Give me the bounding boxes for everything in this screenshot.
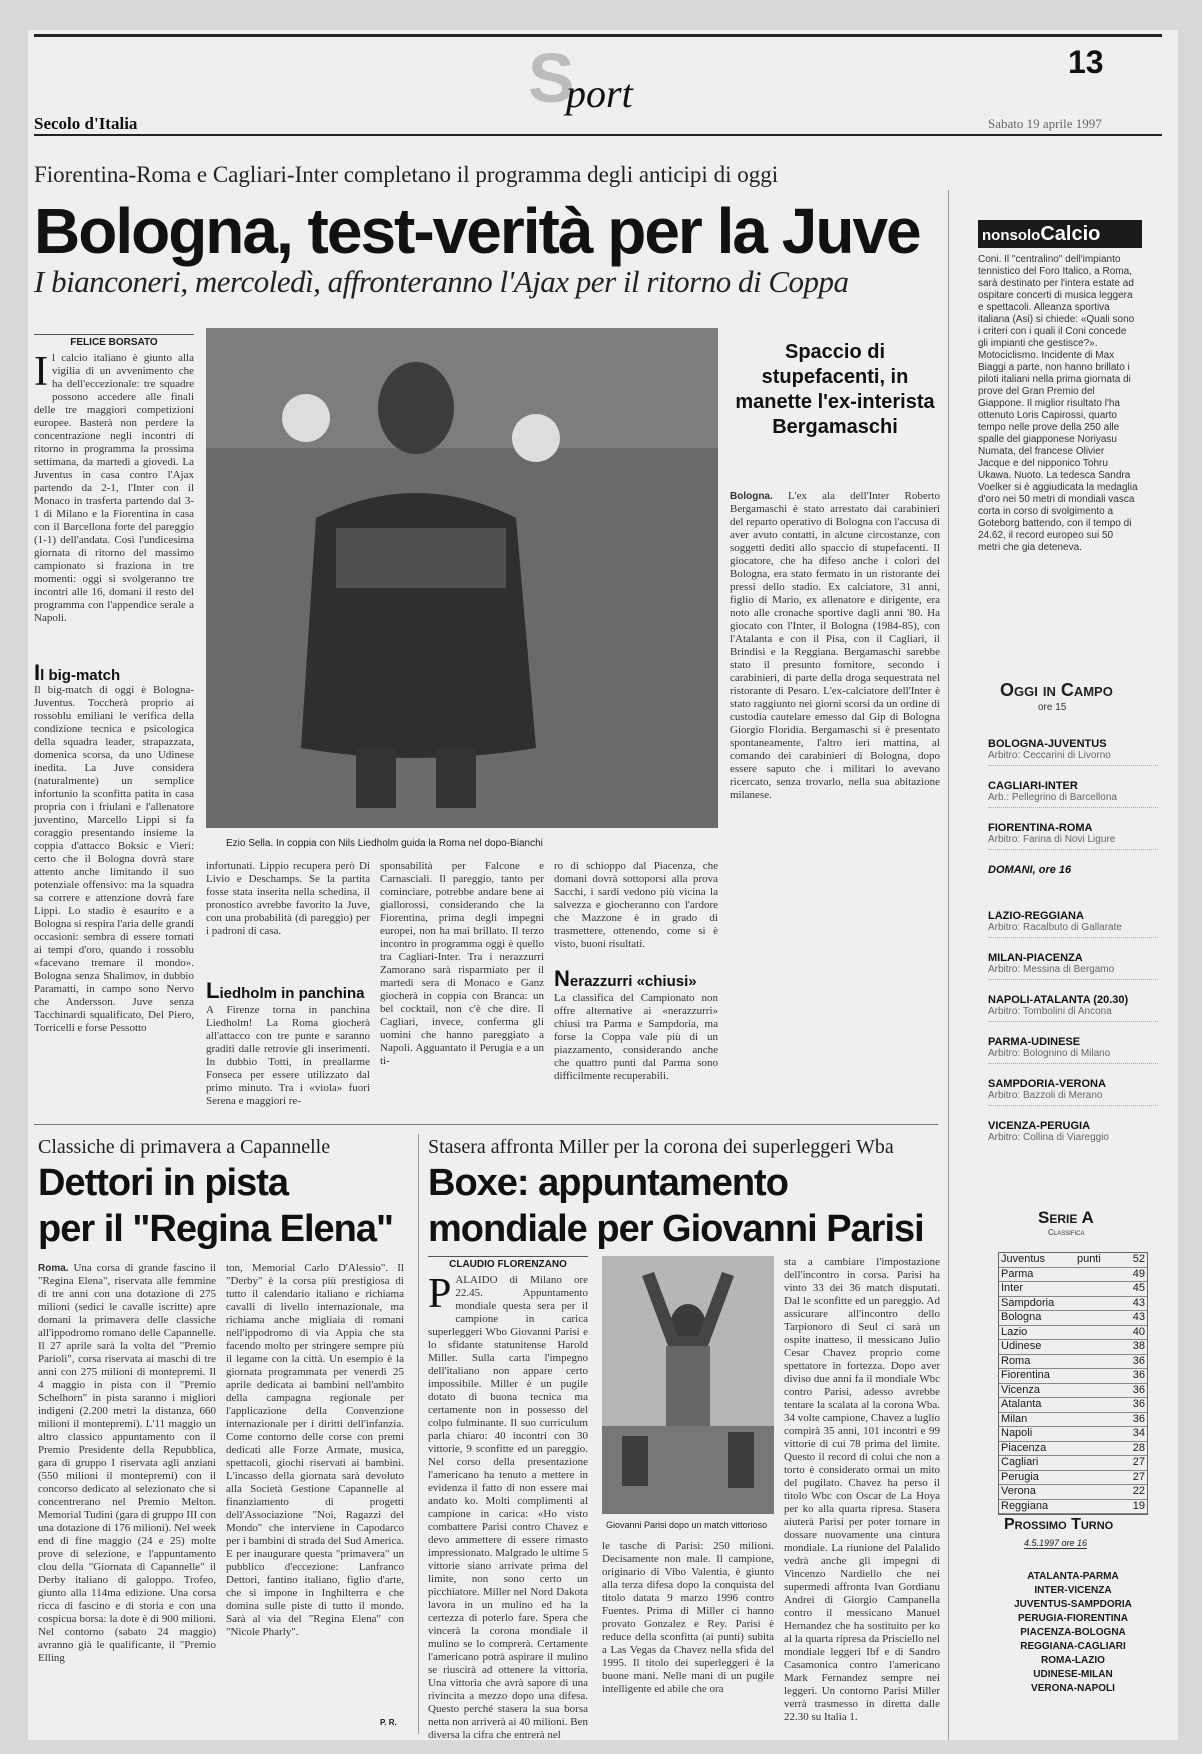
dettori-col1	[38, 1262, 216, 1732]
domani-match-3	[988, 1036, 1158, 1064]
standings-row	[999, 1427, 1147, 1442]
domani-match-0	[988, 910, 1158, 938]
standings-points: 28	[1132, 1441, 1145, 1454]
match-name: NAPOLI-ATALANTA (20.30)	[988, 994, 1129, 1006]
standings-team: Milan	[1001, 1412, 1028, 1425]
standings-row	[999, 1413, 1147, 1428]
liedholm-subhead	[206, 978, 376, 1004]
standings-table	[998, 1252, 1148, 1515]
standings-row	[999, 1268, 1147, 1283]
lead-col3: sponsabilità per Falcone e Carnasciali. Il pareggio, tanto per cominciare, potrebbe andare bene ai giallorossi, considerando che la Fiorentina, prima degli impegni europei, non ha mai brillato. Il terzo incontro in programma oggi è quello tra Cagliari-Inter. Tra i nerazzurri Zamorano sarà risparmiato per il martedì sera di Monaco e Ganz giocherà in coppia con Branca: un bel cocktail, non c'è che dire. Il Cagliari, invece, conferma gli uomini che hanno pareggiato a Napoli. Agguantato il Perugia e a un ti-	[380, 860, 544, 1067]
dettori-signature: P. R.	[380, 1718, 397, 1727]
big-match-text: l big-match	[40, 667, 121, 684]
prossimo-match: PIACENZA-BOLOGNA	[1020, 1627, 1126, 1638]
dettori-dateline: Roma.	[38, 1263, 69, 1274]
sella-photo-illustration	[206, 328, 718, 828]
standings-points: 45	[1132, 1282, 1145, 1294]
header-team: Juventus	[1001, 1253, 1046, 1265]
match-name: BOLOGNA-JUVENTUS	[988, 738, 1107, 750]
match-ref: Arbitro: Messina di Bergamo	[988, 964, 1115, 975]
match-name: LAZIO-REGGIANA	[988, 910, 1084, 922]
header-points: punti	[1076, 1253, 1101, 1265]
issue-date: Sabato 19 aprile 1997	[988, 116, 1102, 131]
match-ref: Arbitro: Racalbuto di Gallarate	[988, 922, 1122, 933]
prossimo-date: 4.5.1997 ore 16	[1024, 1538, 1088, 1548]
nonsolo-logo	[978, 220, 1142, 248]
sidebar-headline: Spaccio di stupefacenti, in manette l'ex-interista Bergamaschi	[735, 341, 935, 438]
dettori-headline-2: per il "Regina Elena"	[38, 1208, 394, 1250]
lead-col1	[34, 349, 194, 652]
standings-row	[999, 1471, 1147, 1486]
nerazzurri-cap: N	[554, 966, 570, 991]
domani-match-5	[988, 1120, 1158, 1147]
standings-title: Serie A	[1038, 1208, 1094, 1227]
prossimo-title: Prossimo Turno	[1004, 1516, 1114, 1533]
match-ref: Arbitro: Bolognino di Milano	[988, 1048, 1111, 1059]
standings-row	[999, 1384, 1147, 1399]
lead-col1-text: l calcio italiano è giunto alla vigilia di un avvenimento che ha dell'eccezionale: tre squadre possono accedere alle finali delle tre maggiori competizioni europee. Basterà non perdere la concentrazione negli incontri di ritorno in programma la prossima settimana, da martedì a giovedì. La Juventus in casa contro l'Ajax partendo da 2-1, l'Inter con il Monaco in trasferta partendo dal 3-1 di Milano e la Fiorentina in casa con il Barcellona forte del pareggio (1-1) dell'andata. Così l'undicesima giornata di ritorno del massimo campionato si fraziona in tre momenti: oggi si svolgeranno tre incontri alle 16, domani il resto del programma con l'appendice serale a Napoli.	[34, 352, 194, 624]
oggi-match-1	[988, 780, 1158, 808]
lead-col4b: La classifica del Campionato non offre alternative ai «nerazzurri» chiusi tra Parma e Sampdoria, ma forse la Coppa vale più di un piazzamento, considerando anche che quattro punti dal Parma sono difficilmente recuperabili.	[554, 992, 718, 1082]
header-leader-points: 52	[1132, 1253, 1145, 1265]
match-name: MILAN-PIACENZA	[988, 952, 1083, 964]
dettori-col2: ton, Memorial Carlo D'Alessio". Il "Derby" è la corsa più prestigiosa di tutto il calendario italiano e richiama cavalli di livello internazionale, ma richiama anche migliaia di romani nell'ippodromo di via Appia che sta facendo molto per stringere sempre più il legame con la città. Un esempio è la giornata programmata per venerdì 25 aprile dedicata ai bambini nell'ambito della campagna regionale per l'applicazione della Convenzione internazionale per i diritti dell'infanzia. Come contorno delle corse con premi dedicati alle Forze Armate, musica, spettacoli, giochi riservati ai bambini. L'incasso della giornata sarà devoluto alla Società Gestione Capannelle al finanziamento di progetti dell'Associazione "Noi, Ragazzi del Mondo" che interviene in Capodarco per i bambini di strada del Sud America. E per inaugurare questa "primavera" un pubblico d'eccezione: Lanfranco Dettori, fantino italiano, figlio d'arte, che si impone in Inghilterra e che domina sulle piste di tutto il mondo. Sarà al via del "Regina Elena" con "Nicole Pharly".	[226, 1262, 404, 1638]
standings-team: Fiorentina	[1001, 1369, 1050, 1381]
lead-col1b: Il big-match di oggi è Bologna-Juventus. Toccherà proprio ai rossoblu emiliani le verifica della condizione tecnica e psicologica della squadra leader, strapazzata, domenica scorsa, da uno Udinese inedita. La Juve considera (naturalmente) un semplice infortunio la sconfitta patita in casa propria con i friulani e l'allenatore juventino, Marcello Lippi si fa coraggio presentando insieme la coppia d'attacco Boksic e Vieri: certo che il Bologna dovrà stare attento anche limitando il suo potenziale offensivo: ma la squadra sa correre e attenzione dovrà fare Lippi. Lo stadio è esaurito e a Bologna si respira l'aria delle grandi occasioni: sembra di essere tornati ai tempi d'oro, quando i rossoblu «facevano tremare il mondo». Bologna senza Shalimov, in dubbio Paramatti, in campo sono Nervo che Andersson. Juve senza Tacchinardi squalificato, Del Piero, Torricelli e forse Pessotto	[34, 684, 194, 1034]
standings-row	[999, 1500, 1147, 1515]
standings-points: 36	[1132, 1354, 1145, 1367]
liedholm-cap: L	[206, 978, 220, 1003]
top-rule	[34, 34, 1162, 37]
match-ref: Arbitro: Farina di Novi Ligure	[988, 834, 1116, 845]
lead-headline: Bologna, test-verità per la Juve	[34, 195, 920, 267]
standings-points: 19	[1132, 1499, 1145, 1512]
oggi-time: ore 15	[1038, 702, 1067, 713]
bottom-divider	[418, 1134, 419, 1734]
boxe-headline-1: Boxe: appuntamento	[428, 1162, 788, 1204]
dettori-headline-1: Dettori in pista	[38, 1162, 289, 1204]
domani-match-2	[988, 994, 1158, 1022]
standings-row	[999, 1297, 1147, 1312]
sidebar-dateline: Bologna.	[730, 491, 773, 502]
lead-col4: ro di schioppo dal Piacenza, che domani dovrà sottoporsi alla prova Sacchi, i sardi vedono più vicina la salvezza e giocheranno con l'ardore che Mazzone è in grado di trasmettere, ottenendo, come si è visto, buoni risultati.	[554, 860, 718, 950]
standings-team: Atalanta	[1001, 1398, 1042, 1410]
nerazzurri-text: erazzurri «chiusi»	[569, 973, 697, 990]
oggi-list	[988, 738, 1158, 1161]
sidebar-body-text: L'ex ala dell'Inter Roberto Bergamaschi è stato arrestato dai carabinieri del reparto operativo di Bologna con l'accusa di aver avuto contatti, in alcune circostanze, con soggetti dediti allo spaccio di stupefacenti. Il giocatore, che ha difeso anche i colori del Bologna, era stato fermato in un ristorante dei pressi dello stadio. Ex calciatore, 31 anni, figlio di Mario, ex allenatore e dirigente, era noto alle cronache sportive dagli anni '80. Ha giocato con l'Inter, il Bologna (1984-85), con l'Atalanta e con il Pisa, con il Cagliari, il Brindisi e la Reggiana. Bergamaschi sarebbe stato il presunto fornitore, secondo i carabinieri, di parte della droga sequestrata nel ristorante di Pesaro. L'ex-calciatore dell'Inter è stato raggiunto nei giorni scorsi da un ordine di custodia cautelare emesso dal Gip di Bologna Giorgio Floridia. Bergamaschi si è presentato spontaneamente, l'altro ieri mattina, al comando dei carabinieri di Bologna, dopo essere saputo che i militari lo avevano ricercato, senza trovarlo, nella sua abitazione milanese.	[730, 490, 940, 801]
standings-team: Udinese	[1001, 1340, 1042, 1352]
prossimo-match: UDINESE-MILAN	[1033, 1669, 1113, 1680]
prossimo-match: REGGIANA-CAGLIARI	[1020, 1641, 1126, 1652]
standings-team: Piacenza	[1001, 1441, 1047, 1454]
standings-team: Bologna	[1001, 1311, 1042, 1323]
match-ref: Arbitro: Tombolini di Ancona	[988, 1006, 1112, 1017]
standings-team: Vicenza	[1001, 1383, 1040, 1396]
standings-points: 43	[1132, 1296, 1145, 1309]
parisi-photo-caption: Giovanni Parisi dopo un match vittorioso	[606, 1520, 768, 1530]
dettori-kicker: Classiche di primavera a Capannelle	[38, 1136, 331, 1158]
match-ref: Arbitro: Ceccarini di Livorno	[988, 750, 1111, 761]
big-match-subhead	[34, 660, 194, 686]
match-ref: Arbitro: Collina di Viareggio	[988, 1132, 1109, 1143]
match-name: FIORENTINA-ROMA	[988, 822, 1093, 834]
standings-team: Cagliari	[1001, 1456, 1039, 1468]
lead-byline: FELICE BORSATO	[34, 334, 194, 348]
standings-row	[999, 1282, 1147, 1297]
paper-name: Secolo d'Italia	[34, 114, 138, 133]
boxe-headline-2: mondiale per Giovanni Parisi	[428, 1208, 924, 1250]
lead-col2: infortunati. Lippio recupera però Di Livio e Deschamps. Se la partita fosse stata inserita nella schedina, il pronostico avrebbe favorito la Juve, con una probabilità (di pareggio) per i padroni di casa.	[206, 860, 370, 937]
standings-team: Reggiana	[1001, 1499, 1049, 1512]
boxe-kicker: Stasera affronta Miller per la corona dei superleggeri Wba	[428, 1136, 894, 1158]
right-col-divider	[948, 190, 949, 1740]
nonsolo-logo-suffix: Calcio	[1040, 223, 1101, 245]
standings-row	[999, 1369, 1147, 1384]
oggi-title: Oggi in Campo	[1000, 680, 1113, 700]
standings-row	[999, 1311, 1147, 1326]
prossimo-match: ATALANTA-PARMA	[1027, 1571, 1119, 1582]
standings-team: Lazio	[1001, 1325, 1028, 1338]
lead-dropcap: I	[34, 349, 48, 395]
section-divider	[34, 1124, 938, 1125]
section-logo-text: port	[566, 71, 633, 116]
match-name: VICENZA-PERUGIA	[988, 1120, 1091, 1132]
match-name: CAGLIARI-INTER	[988, 780, 1078, 792]
standings-points: 34	[1132, 1427, 1145, 1439]
oggi-match-2	[988, 822, 1158, 850]
standings-row	[999, 1456, 1147, 1471]
dettori-col1-text: Una corsa di grande fascino il "Regina Elena", riservata alle femmine di tre anni con una dotazione di 275 milioni (sedici le cavalle iscritte) apre domani la primavera delle classiche all'ippodromo romano delle Capannelle. Il 27 aprile sarà la volta del "Premio Parioli", corsa riservata ai maschi di tre anni con 275 milioni di montepremi. Il 4 maggio in pista con il "Premio Schelhorn" in pista saranno i migliori indigeni (2.200 metri la distanza, 660 milioni il montepremi). L'11 maggio un altro classico appuntamento con il Premio Presidente della Repubblica, gara di gruppo I riservata agli anziani (550 milioni il montepremi) con il concorso dedicato al selezionato che si concentrerano nel Premio Melton. Memorial Tudini (gara di gruppo III con una dotazione di 176 milioni). Nel week end di fine maggio (24 e 25) molte prove di selezione, e l'appuntamento clou della "Giornata di Capannelle" il Derby italiano di galoppo. Trofeo, giunto alla 114ma edizione. Una corsa ricca di fascino e di storia e con una cospicua borsa: la dote è di 900 milioni. Nel contorno (sabato 24 maggio) avranno già le qualificante, il "Premio Elling	[38, 1262, 216, 1664]
boxe-dropcap: P	[428, 1271, 452, 1317]
prossimo-match: PERUGIA-FIORENTINA	[1018, 1613, 1128, 1624]
match-ref: Arbitro: Bazzoli di Merano	[988, 1090, 1103, 1101]
standings-points: 49	[1132, 1267, 1145, 1280]
standings-team: Verona	[1001, 1485, 1036, 1497]
boxe-col1b: le tasche di Parisi: 250 milioni. Decisamente non male. Il campione, originario di Vibo Valentia, è giunto alla terza difesa dopo la conquista del titolo datata 9 marzo 1996 contro Fuentes. Prima di Miller ci hanno provato Gonzalez e Rey. Parisi è reduce della sconfitta (ai punti) subita a Las Vegas da Chavez nella sfida del 1995. Il titolo dei superleggeri è la buone mani. Nelle mani di un pugile intelligente ed abile che ora	[602, 1540, 774, 1695]
lead-subhead: I bianconeri, mercoledì, affronteranno l'Ajax per il ritorno di Coppa	[34, 264, 849, 299]
boxe-col1	[428, 1271, 588, 1741]
match-name: PARMA-UDINESE	[988, 1036, 1081, 1048]
standings-points: 40	[1132, 1325, 1145, 1338]
standings-team: Parma	[1001, 1267, 1034, 1280]
oggi-match-0	[988, 738, 1158, 766]
standings-team: Sampdoria	[1001, 1296, 1055, 1309]
boxe-col1-text: ALAIDO di Milano ore 22.45. Appuntamento mondiale questa sera per il campione in carica superleggeri Wbo Giovanni Parisi e lo sfidante statunitense Harold Miller. Sulla carta l'impegno dell'italiano non appare certo impossibile. Miller è un pugile dotato di buona tecnica ma certamente non in possesso del colpo fulminante. Il suo curriculum parla chiaro: 40 incontri con 30 vittorie, 9 sconfitte ed un pareggio. Nel corso della presentazione l'americano ha tenuto a mettere in evidenza il fatto di non essere mai andato ko. Molti complimenti al campione in carica: «Ho visto combattere Parisi contro Chavez e devo ammettere di essere rimasto impressionato. Malgrado le ultime 5 vittorie siano arrivate prima del limite, non sono certo un picchiatore. Miller nel Nord Dakota lavora in un mulino ed ha la certezza di poterlo fare. Spera che vincerà la corona mondiale il mulino se lo comprerà. Certamente l'americano potrà aspirare il mulino se riuscirà ad ottenere la vittoria. Una vittoria che avrà sapore di una rivincita a mezzo dopo una difesa. Questo perché stasera la sua borsa netta non arriverà ai 40 milioni. Ben diversa la cifra che entrerà nel	[428, 1274, 588, 1741]
section-logo	[528, 39, 698, 117]
lead-col2b: A Firenze torna in panchina Liedholm! La Roma giocherà all'attacco con tre punte e saranno graditi dalle retrovie gli inserimenti. In dubbio Totti, in preallarme Fonseca per essere utilizzato dal primo minuto. Tra i «viola» fuori Serena e maggiori re-	[206, 1004, 370, 1107]
lead-kicker: Fiorentina-Roma e Cagliari-Inter completano il programma degli anticipi di oggi	[34, 162, 779, 187]
standings-points: 22	[1132, 1485, 1145, 1497]
prossimo-match: INTER-VICENZA	[1034, 1585, 1112, 1596]
standings-row	[999, 1326, 1147, 1341]
parisi-photo-illustration	[602, 1256, 774, 1514]
standings-team: Inter	[1001, 1282, 1024, 1294]
standings-subtitle: Classifica	[1048, 1228, 1085, 1237]
prossimo-match: ROMA-LAZIO	[1041, 1655, 1105, 1666]
standings-team: Perugia	[1001, 1470, 1039, 1483]
sidebar-body	[730, 490, 940, 1110]
parisi-photo	[602, 1256, 774, 1514]
standings-points: 36	[1132, 1398, 1145, 1410]
page-number: 13	[1068, 44, 1104, 80]
domani-match-4	[988, 1078, 1158, 1106]
match-ref: Arb.: Pellegrino di Barcellona	[988, 792, 1117, 803]
standings-row	[999, 1340, 1147, 1355]
sella-photo	[206, 328, 718, 828]
nonsolo-logo-prefix: nonsolo	[982, 227, 1041, 244]
sella-photo-caption: Ezio Sella. In coppia con Nils Liedholm guida la Roma nel dopo-Bianchi	[226, 838, 543, 849]
standings-points: 36	[1132, 1412, 1145, 1425]
prossimo-match: JUVENTUS-SAMPDORIA	[1014, 1599, 1132, 1610]
standings-row	[999, 1442, 1147, 1457]
domani-match-1	[988, 952, 1158, 980]
nerazzurri-subhead	[554, 966, 724, 992]
section-logo-s: S	[528, 39, 575, 117]
standings-row	[999, 1398, 1147, 1413]
liedholm-text: iedholm in panchina	[219, 985, 365, 1002]
nonsolo-body: Coni. Il "centralino" dell'impianto tennistico del Foro Italico, a Roma, sarà destinato per l'intera estate ad ospitare concerti di musica leggera e spettacoli. Alleanza sportiva italiana (Asi) si chiede: «Quali sono i criteri con i quali il Coni concede gli impianti che gestisce?». Motociclismo. Incidente di Max Biaggi a parte, non hanno brillato i piloti italiani nella prima giornata di prove del Gran Premio del Giappone. Il miglior risultato l'ha ottenuto Loris Capirossi, quarto tempo nelle prove della 250 alle spalle del giapponese Noriyasu Numata, del francese Olivier Jacque e del nipponico Tohru Ukawa. Nuoto. La tedesca Sandra Voelker si è aggiudicata la medaglia d'oro nei 50 metri di mondiali vasca corta in corso di svolgimento a Goteborg battendo, con il tempo di 24.62, il record europeo sui 50 metri che gia deteneva.	[978, 254, 1138, 553]
standings-points: 27	[1132, 1470, 1145, 1483]
standings-team: Roma	[1001, 1354, 1031, 1367]
prossimo-match: VERONA-NAPOLI	[1031, 1683, 1115, 1694]
prossimo-list	[988, 1570, 1158, 1696]
boxe-byline: CLAUDIO FLORENZANO	[428, 1256, 588, 1270]
standings-row	[999, 1485, 1147, 1500]
boxe-col2: sta a cambiare l'impostazione dell'incontro in corsa. Parisi ha vinto 33 dei 36 match disputati. Dal le sconfitte ed un pareggio. Ad assicurare all'incontro dello Tarpionoro di Seul ci sarà un ospite inatteso, il messicano Julio Cesar Chavez proprio come spettatore in fortezza. Dopo aver diviso due anni fa il mondiale Wbc contro Parisi, adesso avrebbe tentare la scalata al la corona Wba. 34 volte campione, Chavez a luglio compirà 35 anni, 101 incontri e 99 vittorie di cui 78 prima del limite. Questo il record di colui che non a torto è considerato ormai un mito del pugilato. Chavez ha perso il titolo Wbc con Oscar de La Hoya per ko alla quarta ripresa. Stasera aiuterà Parisi per poter tornare in dossare nuovamente una cintura mondiale. La riunione del Palalido vedrà anche gli impegni di Vincenzo Nardiello che nei supermedi affronta Ivan Gordianu Andrei di Giorgio Campanella contro il messicano Manuel Hernandez che ha sostituito per ko al la quarta ripresa da Prisciello nel mondiale leggeri Ibf e di Sandro Casamonica contro l'americano Mark Fernandez sempre nei leggeri. Un contorno Parisi Miller verrà trasmesso in diretta dalle 22.30 su Italia 1.	[784, 1256, 940, 1723]
standings-row	[999, 1355, 1147, 1370]
standings-points: 38	[1132, 1340, 1145, 1352]
standings-rows	[999, 1268, 1147, 1515]
domani-label: DOMANI, ore 16	[988, 864, 1072, 876]
standings-team: Napoli	[1001, 1427, 1033, 1439]
masthead-rule	[34, 134, 1162, 136]
big-match-cap: I	[34, 660, 41, 685]
match-name: SAMPDORIA-VERONA	[988, 1078, 1106, 1090]
newspaper-page	[28, 30, 1178, 1740]
standings-header	[999, 1253, 1147, 1268]
standings-points: 27	[1132, 1456, 1145, 1468]
standings-points: 36	[1132, 1369, 1145, 1381]
standings-points: 43	[1132, 1311, 1145, 1323]
standings-points: 36	[1132, 1383, 1145, 1396]
